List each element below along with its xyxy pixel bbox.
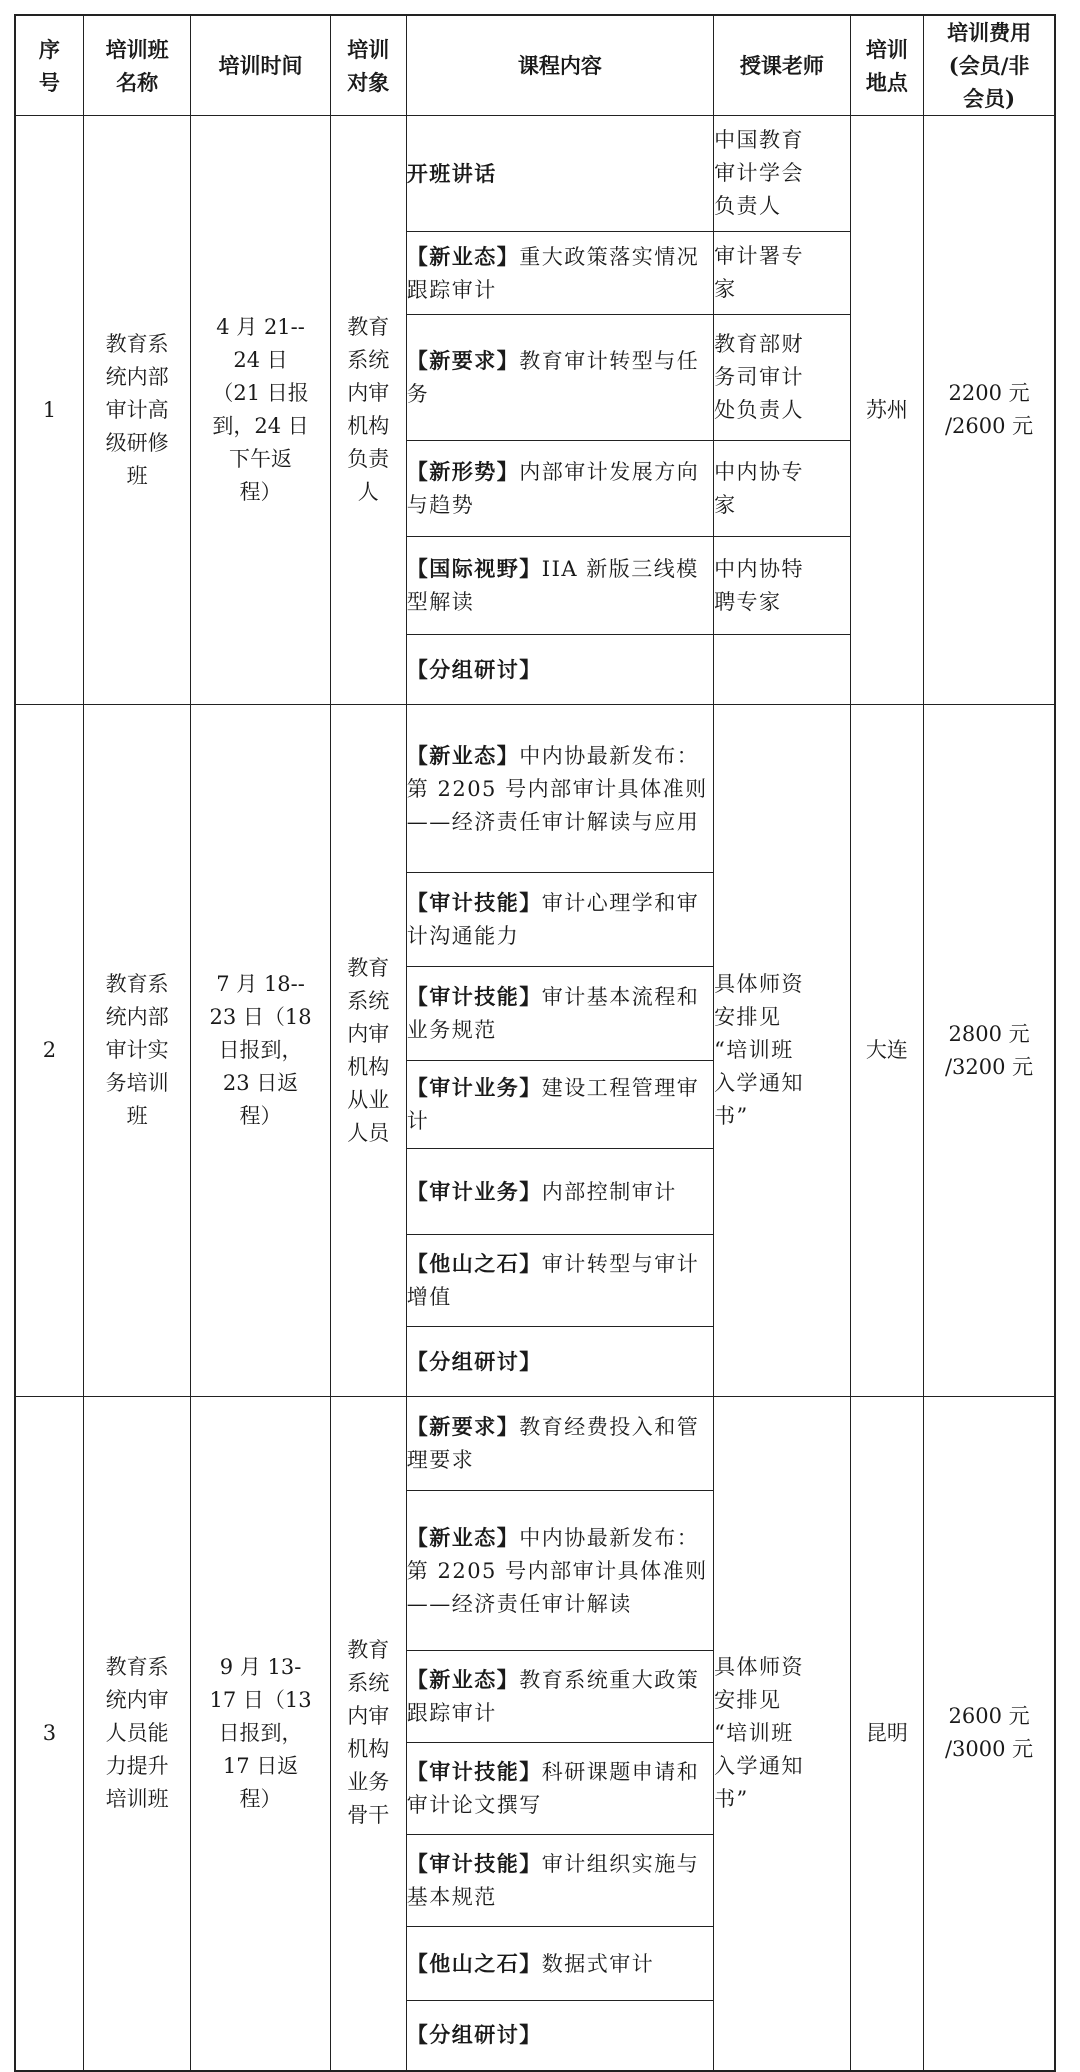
course-item: 【审计业务】内部控制审计 bbox=[406, 1149, 713, 1235]
course-item: 【新要求】教育经费投入和管理要求 bbox=[406, 1397, 713, 1491]
course-item: 【新业态】重大政策落实情况跟踪审计 bbox=[406, 232, 713, 315]
course-item: 开班讲话 bbox=[406, 116, 713, 232]
table-row bbox=[15, 116, 1055, 232]
course-item: 【审计技能】科研课题申请和审计论文撰写 bbox=[406, 1743, 713, 1835]
course-item: 【审计技能】审计基本流程和业务规范 bbox=[406, 967, 713, 1061]
course-item: 【审计业务】建设工程管理审计 bbox=[406, 1061, 713, 1149]
course-item: 【分组研讨】 bbox=[406, 1327, 713, 1397]
course-item: 【国际视野】IIA 新版三线模型解读 bbox=[406, 537, 713, 635]
row-class-name: 教育系 统内部 审计实 务培训 班 bbox=[83, 705, 191, 1397]
row-time: 9 月 13- 17 日（13 日报到， 17 日返 程） bbox=[191, 1397, 330, 2071]
row-class-name: 教育系 统内部 审计高 级研修 班 bbox=[83, 116, 191, 705]
teacher-cell bbox=[714, 635, 851, 705]
row-fee: 2200 元 /2600 元 bbox=[924, 116, 1055, 705]
row-place: 昆明 bbox=[850, 1397, 924, 2071]
row-fee: 2800 元 /3200 元 bbox=[924, 705, 1055, 1397]
table-row bbox=[15, 705, 1055, 873]
header-row bbox=[15, 15, 1055, 116]
row-target: 教育 系统 内审 机构 从业 人员 bbox=[330, 705, 406, 1397]
course-item: 【他山之石】审计转型与审计增值 bbox=[406, 1235, 713, 1327]
row-place: 苏州 bbox=[850, 116, 924, 705]
header-place: 培训 地点 bbox=[850, 15, 924, 116]
row-fee: 2600 元 /3000 元 bbox=[924, 1397, 1055, 2071]
teacher-cell: 中内协特 聘专家 bbox=[714, 537, 851, 635]
course-item: 【分组研讨】 bbox=[406, 635, 713, 705]
course-item: 【分组研讨】 bbox=[406, 2001, 713, 2071]
row-seq: 3 bbox=[15, 1397, 83, 2071]
teacher-cell: 审计署专 家 bbox=[714, 232, 851, 315]
header-fee: 培训费用 (会员/非 会员) bbox=[924, 15, 1055, 116]
course-item: 【新要求】教育审计转型与任务 bbox=[406, 315, 713, 441]
row-seq: 2 bbox=[15, 705, 83, 1397]
teacher-cell: 具体师资 安排见 “培训班 入学通知 书” bbox=[714, 705, 851, 1397]
header-time: 培训时间 bbox=[191, 15, 330, 116]
teacher-cell: 具体师资 安排见 “培训班 入学通知 书” bbox=[714, 1397, 851, 2071]
course-item: 【新业态】中内协最新发布：第 2205 号内部审计具体准则——经济责任审计解读与应用 bbox=[406, 705, 713, 873]
row-class-name: 教育系 统内审 人员能 力提升 培训班 bbox=[83, 1397, 191, 2071]
training-schedule-table bbox=[14, 14, 1056, 2072]
row-target: 教育 系统 内审 机构 业务 骨干 bbox=[330, 1397, 406, 2071]
row-seq: 1 bbox=[15, 116, 83, 705]
course-item: 【审计技能】审计心理学和审计沟通能力 bbox=[406, 873, 713, 967]
row-time: 7 月 18-- 23 日（18 日报到， 23 日返 程） bbox=[191, 705, 330, 1397]
teacher-cell: 教育部财 务司审计 处负责人 bbox=[714, 315, 851, 441]
header-seq: 序 号 bbox=[15, 15, 83, 116]
table-row bbox=[15, 1397, 1055, 1491]
row-time: 4 月 21-- 24 日 （21 日报 到，24 日 下午返 程） bbox=[191, 116, 330, 705]
course-item: 【审计技能】审计组织实施与基本规范 bbox=[406, 1835, 713, 1927]
course-item: 【新形势】内部审计发展方向与趋势 bbox=[406, 441, 713, 537]
teacher-cell: 中国教育 审计学会 负责人 bbox=[714, 116, 851, 232]
header-target: 培训 对象 bbox=[330, 15, 406, 116]
header-content: 课程内容 bbox=[406, 15, 713, 116]
course-item: 【他山之石】数据式审计 bbox=[406, 1927, 713, 2001]
row-place: 大连 bbox=[850, 705, 924, 1397]
teacher-cell: 中内协专 家 bbox=[714, 441, 851, 537]
row-target: 教育 系统 内审 机构 负责 人 bbox=[330, 116, 406, 705]
header-teacher: 授课老师 bbox=[714, 15, 851, 116]
header-name: 培训班 名称 bbox=[83, 15, 191, 116]
course-item: 【新业态】教育系统重大政策跟踪审计 bbox=[406, 1651, 713, 1743]
course-item: 【新业态】中内协最新发布：第 2205 号内部审计具体准则——经济责任审计解读 bbox=[406, 1491, 713, 1651]
